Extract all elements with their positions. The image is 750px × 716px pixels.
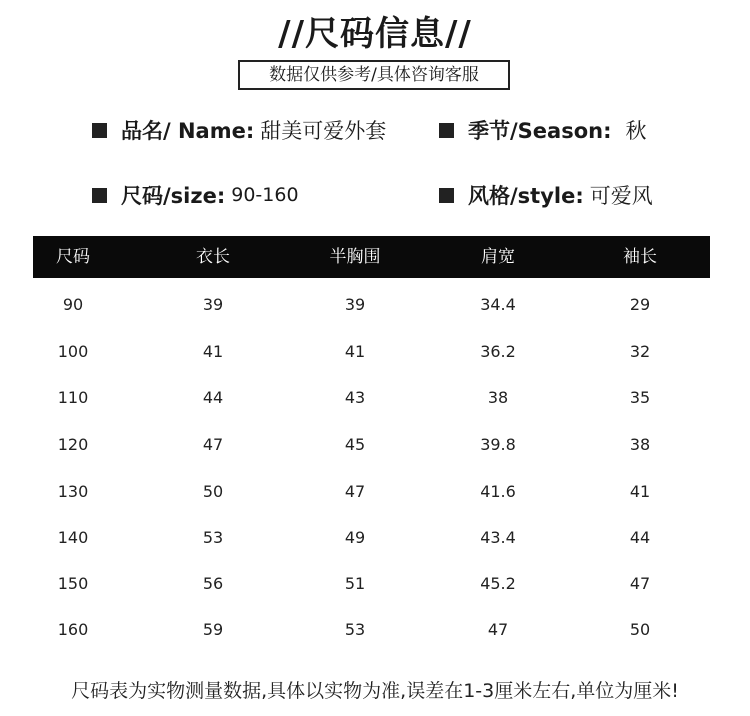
- cell-half-chest: 51: [344, 574, 366, 593]
- cell-half-chest: 49: [344, 528, 366, 547]
- product-name-value: 甜美可爱外套: [260, 119, 387, 143]
- cell-shoulder: 38: [487, 388, 509, 407]
- cell-half-chest: 45: [344, 435, 366, 454]
- header-shoulder: 肩宽: [481, 247, 515, 267]
- cell-shoulder: 34.4: [480, 295, 516, 314]
- table-row: [33, 477, 710, 507]
- table-row: [33, 383, 710, 413]
- header-half-chest: 半胸围: [329, 247, 381, 267]
- cell-sleeve: 47: [629, 574, 651, 593]
- square-bullet-icon: [92, 123, 107, 138]
- product-name-label: 品名/ Name:: [121, 119, 255, 143]
- square-bullet-icon: [439, 188, 454, 203]
- cell-size: 120: [57, 435, 89, 454]
- cell-shoulder: 43.4: [480, 528, 516, 547]
- size-range-row: [92, 180, 299, 210]
- table-row: [33, 569, 710, 599]
- cell-sleeve: 38: [629, 435, 651, 454]
- cell-size: 160: [57, 620, 89, 639]
- cell-length: 53: [202, 528, 224, 547]
- cell-size: 110: [57, 388, 89, 407]
- cell-half-chest: 47: [344, 482, 366, 501]
- cell-length: 56: [202, 574, 224, 593]
- header-sleeve: 袖长: [623, 247, 657, 267]
- cell-half-chest: 43: [344, 388, 366, 407]
- cell-length: 59: [202, 620, 224, 639]
- square-bullet-icon: [92, 188, 107, 203]
- page-title: //尺码信息//: [278, 14, 472, 54]
- measurement-note: 尺码表为实物测量数据,具体以实物为准,误差在1-3厘米左右,单位为厘米!: [71, 680, 679, 702]
- cell-size: 150: [57, 574, 89, 593]
- size-table-header: [33, 236, 710, 278]
- cell-shoulder: 45.2: [480, 574, 516, 593]
- header-length: 衣长: [196, 247, 230, 267]
- cell-length: 41: [202, 342, 224, 361]
- cell-size: 130: [57, 482, 89, 501]
- cell-shoulder: 36.2: [480, 342, 516, 361]
- cell-length: 50: [202, 482, 224, 501]
- cell-length: 39: [202, 295, 224, 314]
- size-range-value: 90-160: [231, 184, 299, 206]
- cell-shoulder: 41.6: [480, 482, 516, 501]
- cell-size: 140: [57, 528, 89, 547]
- cell-size: 90: [62, 295, 84, 314]
- table-row: [33, 523, 710, 553]
- cell-sleeve: 50: [629, 620, 651, 639]
- cell-shoulder: 47: [487, 620, 509, 639]
- disclaimer-box: 数据仅供参考/具体咨询客服: [238, 60, 510, 90]
- cell-half-chest: 41: [344, 342, 366, 361]
- style-label: 风格/style:: [468, 184, 584, 208]
- season-row: [439, 115, 646, 145]
- product-name-row: [92, 115, 386, 145]
- header-size: 尺码: [56, 247, 90, 267]
- square-bullet-icon: [439, 123, 454, 138]
- cell-sleeve: 41: [629, 482, 651, 501]
- cell-half-chest: 39: [344, 295, 366, 314]
- table-row: [33, 290, 710, 320]
- table-row: [33, 430, 710, 460]
- cell-sleeve: 32: [629, 342, 651, 361]
- cell-half-chest: 53: [344, 620, 366, 639]
- cell-length: 44: [202, 388, 224, 407]
- style-value: 可爱风: [589, 184, 653, 208]
- size-range-label: 尺码/size:: [121, 184, 226, 208]
- cell-size: 100: [57, 342, 89, 361]
- season-value: 秋: [625, 119, 647, 143]
- table-row: [33, 337, 710, 367]
- season-label: 季节/Season:: [468, 119, 612, 143]
- cell-sleeve: 29: [629, 295, 651, 314]
- style-row: [439, 180, 653, 210]
- table-row: [33, 615, 710, 645]
- cell-length: 47: [202, 435, 224, 454]
- cell-shoulder: 39.8: [480, 435, 516, 454]
- cell-sleeve: 44: [629, 528, 651, 547]
- cell-sleeve: 35: [629, 388, 651, 407]
